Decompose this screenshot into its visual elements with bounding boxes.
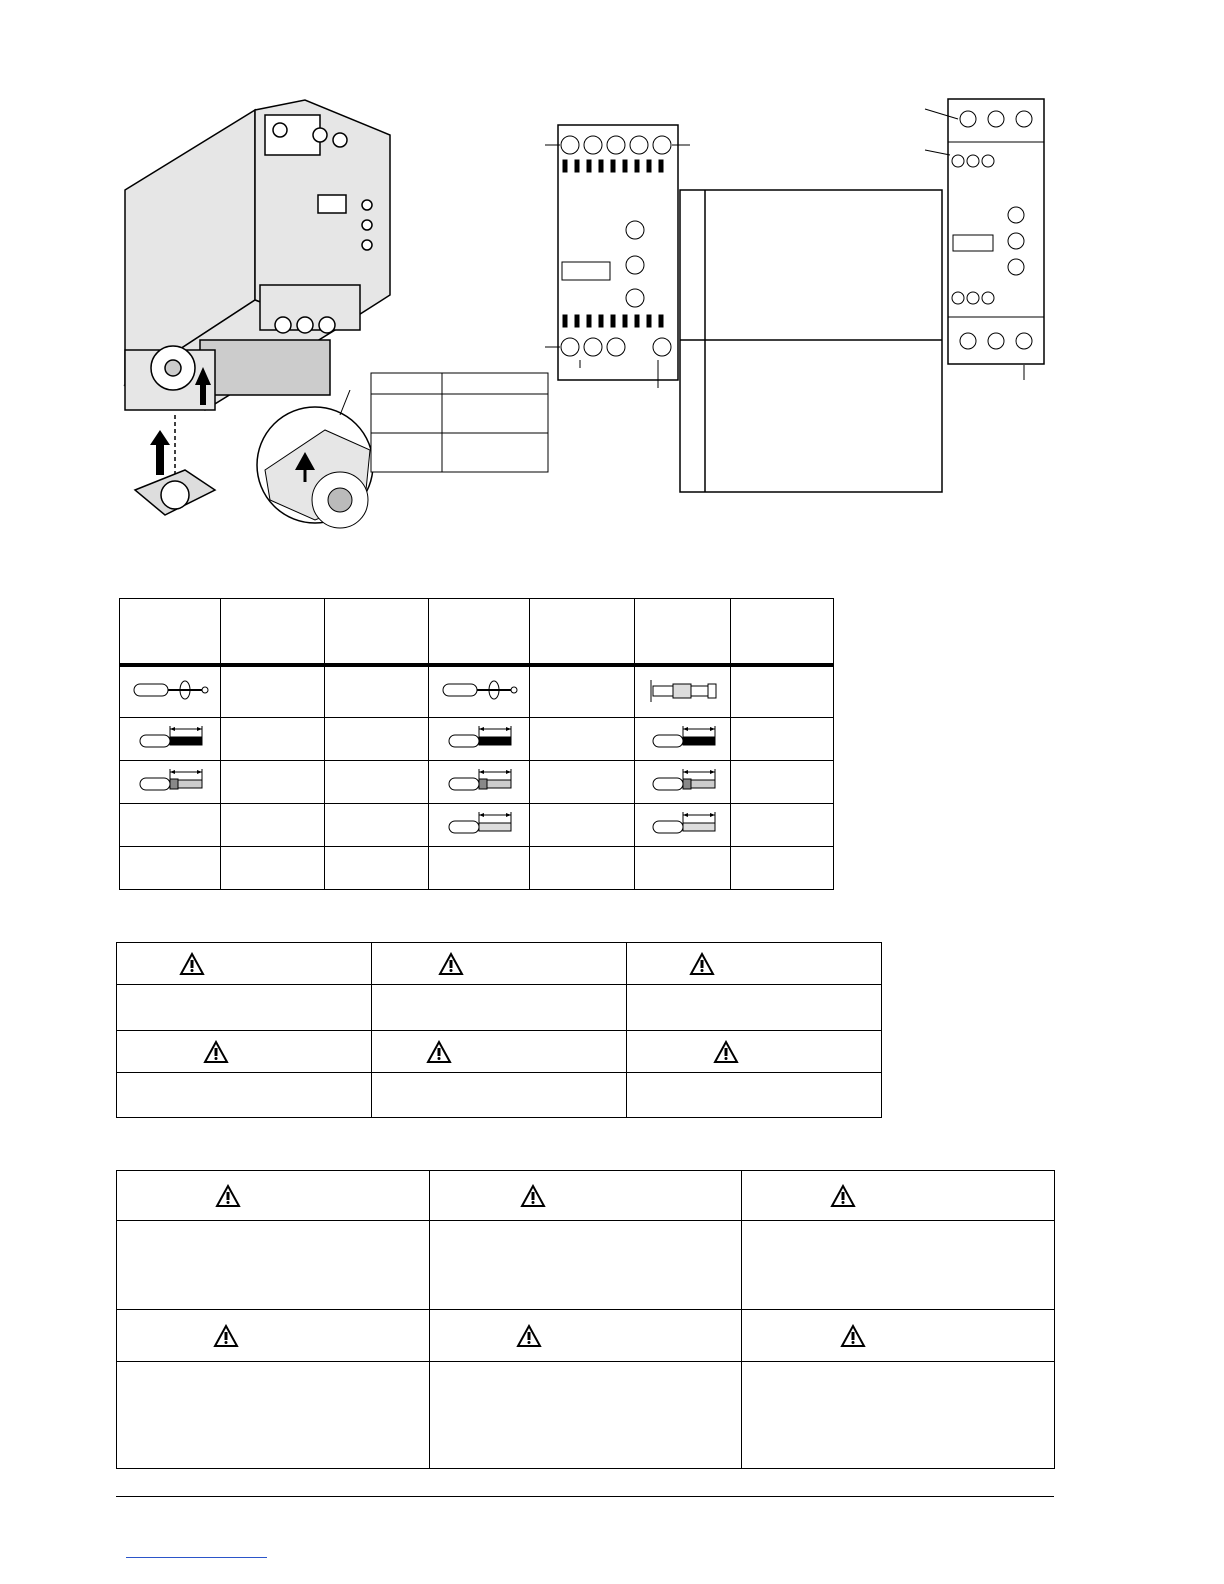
wiring-table-cell [221,665,325,717]
wiring-header-cell [325,599,429,666]
starter-front-view-large [920,95,1050,385]
warning-icon-wrap [117,1324,429,1348]
ferrule-wire-strip-icon [439,764,519,794]
warning-triangle-icon [713,1040,739,1064]
warning-body-cell [117,1362,430,1469]
wiring-table-cell [731,760,834,803]
wiring-table-cell [120,803,221,846]
wiring-table-cell [221,717,325,760]
stranded-wire-strip-icon [439,807,519,837]
wiring-table-cell [429,803,530,846]
fan-legend-table [370,372,550,474]
warning-icon-wrap [742,1324,1054,1348]
warning-title-cell [117,943,372,985]
warning-title-cell [117,1310,430,1362]
warning-title-cell [429,1310,742,1362]
warning-body-row [117,1073,882,1118]
wiring-spec-table [119,598,834,890]
ferrule-wire-strip-icon [643,764,723,794]
solid-wire-strip-icon [130,721,210,751]
wiring-table-cell [120,760,221,803]
warning-title-cell [429,1171,742,1221]
wiring-table-cell [635,846,731,889]
warning-table-small [116,942,882,1118]
warning-body-row [117,985,882,1031]
warning-icon-wrap [627,952,881,976]
wiring-table-cell [325,760,429,803]
wiring-table-cell [120,665,221,717]
warning-body-cell [742,1221,1055,1310]
warning-triangle-icon [516,1324,542,1348]
warning-body-cell [429,1221,742,1310]
wiring-header-cell [429,599,530,666]
wiring-table-header-row [120,599,834,666]
detail-zoom-icon [255,390,375,535]
hex-key-icon [643,674,723,704]
stranded-wire-strip-icon [643,807,723,837]
solid-wire-strip-icon [439,721,519,751]
warning-title-cell [372,1031,627,1073]
wiring-table-cell [635,803,731,846]
warning-icon-wrap [372,1040,626,1064]
warning-body-cell [117,1221,430,1310]
wiring-table-cell [530,717,635,760]
warning-triangle-icon [203,1040,229,1064]
warning-title-cell [627,1031,882,1073]
warning-title-cell [742,1171,1055,1221]
wiring-header-cell [731,599,834,666]
warning-body-row [117,1362,1055,1469]
wiring-table-cell [530,665,635,717]
wiring-table-cell [429,846,530,889]
wiring-header-cell [221,599,325,666]
warning-title-cell [117,1171,430,1221]
wiring-table-cell [429,665,530,717]
screwdriver-icon [439,674,519,704]
wiring-table-cell [731,846,834,889]
callout-box [678,188,946,496]
warning-icon-wrap [742,1184,1054,1208]
warning-icon-wrap [430,1324,742,1348]
wiring-table-cell [325,803,429,846]
footer-link-underline[interactable] [126,1557,267,1558]
wiring-table-cell [635,760,731,803]
warning-body-cell [117,985,372,1031]
warning-title-row [117,1310,1055,1362]
warning-body-cell [372,985,627,1031]
wiring-table-cell [325,846,429,889]
wiring-table-cell [731,803,834,846]
warning-body-cell [117,1073,372,1118]
warning-body-cell [627,985,882,1031]
warning-icon-wrap [372,952,626,976]
wiring-table-row [120,665,834,717]
warning-triangle-icon [689,952,715,976]
warning-body-cell [429,1362,742,1469]
warning-triangle-icon [215,1184,241,1208]
warning-title-cell [742,1310,1055,1362]
footer-rule [116,1496,1054,1497]
warning-title-row [117,943,882,985]
warning-triangle-icon [840,1324,866,1348]
wiring-table-cell [429,760,530,803]
wiring-table-cell [530,760,635,803]
warning-title-cell [372,943,627,985]
wiring-table-row [120,846,834,889]
wiring-table-cell [120,717,221,760]
warning-icon-wrap [430,1184,742,1208]
wiring-table-cell [731,717,834,760]
warning-icon-wrap [117,1184,429,1208]
warning-triangle-icon [426,1040,452,1064]
wiring-table-cell [221,760,325,803]
warning-icon-wrap [117,1040,371,1064]
wiring-table-cell [120,846,221,889]
wiring-table-row [120,717,834,760]
wiring-table-cell [325,717,429,760]
solid-wire-strip-icon [643,721,723,751]
wiring-header-cell [120,599,221,666]
warning-icon-wrap [117,952,371,976]
warning-title-row [117,1031,882,1073]
wiring-table-cell [530,803,635,846]
wiring-table-cell [221,803,325,846]
warning-body-cell [627,1073,882,1118]
warning-title-cell [627,943,882,985]
starter-front-view-small [540,120,700,390]
wiring-table-row [120,760,834,803]
warning-triangle-icon [438,952,464,976]
warning-title-cell [117,1031,372,1073]
warning-title-row [117,1171,1055,1221]
warning-triangle-icon [213,1324,239,1348]
wiring-table-cell [429,717,530,760]
warning-icon-wrap [627,1040,881,1064]
warning-body-row [117,1221,1055,1310]
warning-body-cell [372,1073,627,1118]
wiring-table-cell [530,846,635,889]
wiring-table-cell [325,665,429,717]
warning-body-cell [742,1362,1055,1469]
wiring-header-cell [635,599,731,666]
wiring-table-cell [635,717,731,760]
wiring-table-cell [221,846,325,889]
warning-triangle-icon [830,1184,856,1208]
wiring-table-cell [731,665,834,717]
wiring-table-cell [635,665,731,717]
warning-triangle-icon [520,1184,546,1208]
warning-table-large [116,1170,1055,1469]
ferrule-wire-strip-icon [130,764,210,794]
wiring-header-cell [530,599,635,666]
wiring-table-row [120,803,834,846]
warning-triangle-icon [179,952,205,976]
screwdriver-icon [130,674,210,704]
